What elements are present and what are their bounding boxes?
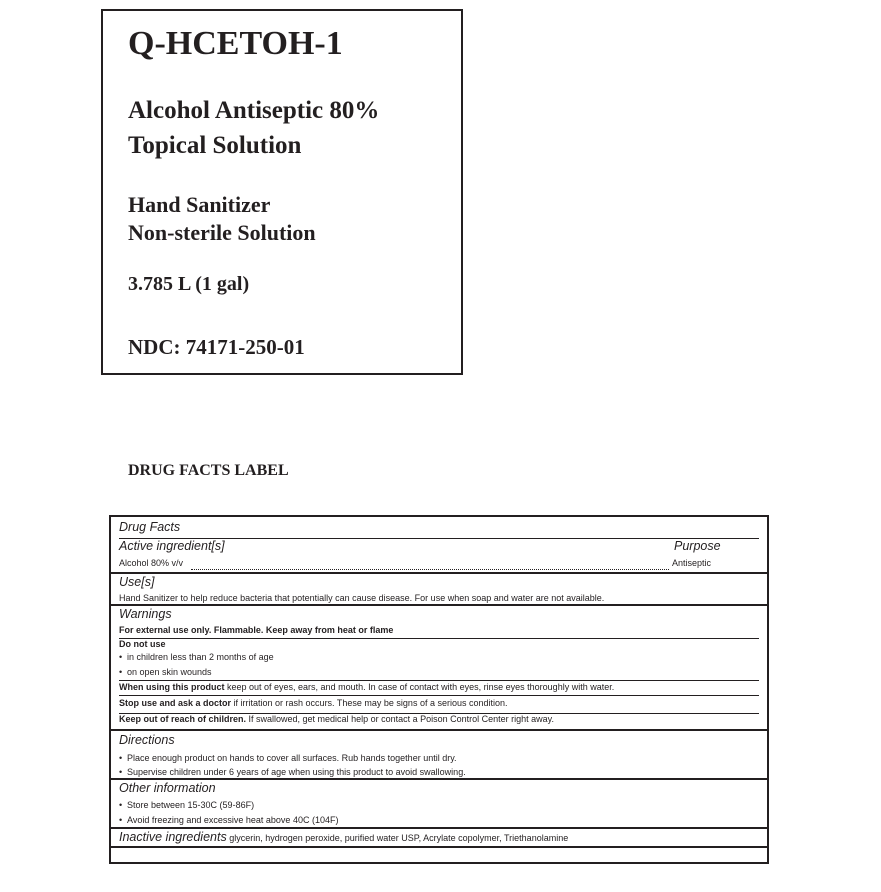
product-subtitle-line1: Hand Sanitizer [128, 192, 271, 217]
inactive-ingredients-text: glycerin, hydrogen peroxide, purified water USP, Acrylate copolymer, Triethanolamine [226, 833, 569, 843]
uses-heading: Use[s] [119, 575, 155, 589]
list-item [119, 653, 274, 662]
list-item [119, 754, 457, 763]
drug-facts-box [109, 515, 769, 864]
product-volume: 3.785 L (1 gal) [128, 273, 250, 295]
active-ingredient-heading: Active ingredient[s] [119, 539, 225, 553]
section-divider [111, 604, 767, 606]
keep-out-text: If swallowed, get medical help or contact a Poison Control Center right away. [246, 714, 555, 724]
list-item-text: in children less than 2 months of age [127, 652, 274, 662]
section-divider [111, 846, 767, 848]
list-item-text: Place enough product on hands to cover all surfaces. Rub hands together until dry. [127, 753, 457, 763]
other-info-heading: Other information [119, 781, 216, 795]
ndc-number: NDC: 74171-250-01 [128, 335, 305, 359]
bullet-icon: • [119, 652, 123, 662]
when-using-warning [119, 683, 614, 692]
bullet-icon: • [119, 767, 123, 777]
external-use-warning: For external use only. Flammable. Keep away from heat or flame [119, 625, 394, 635]
purpose-heading: Purpose [674, 539, 721, 553]
product-subtitle-line2: Non-sterile Solution [128, 220, 316, 245]
list-item [119, 801, 254, 810]
divider [119, 680, 759, 681]
drug-facts-label-heading: DRUG FACTS LABEL [128, 462, 289, 479]
list-item-text: Store between 15-30C (59-86F) [127, 800, 255, 810]
uses-text: Hand Sanitizer to help reduce bacteria that potentially can cause disease. For use when soap and water are not available. [119, 593, 605, 603]
bullet-icon: • [119, 667, 123, 677]
list-item-text: on open skin wounds [127, 667, 212, 677]
section-divider [111, 572, 767, 574]
dot-leader [191, 563, 669, 570]
section-divider [111, 729, 767, 731]
directions-heading: Directions [119, 733, 175, 747]
when-using-label: When using this product [119, 682, 225, 692]
bullet-icon: • [119, 815, 123, 825]
section-divider [111, 827, 767, 829]
product-code: Q-HCETOH-1 [128, 25, 343, 62]
keep-out-label: Keep out of reach of children. [119, 714, 247, 724]
when-using-text: keep out of eyes, ears, and mouth. In case of contact with eyes, rinse eyes thoroughly with water. [224, 682, 615, 692]
warnings-heading: Warnings [119, 607, 172, 621]
list-item [119, 668, 212, 677]
list-item [119, 816, 338, 825]
stop-use-warning [119, 699, 508, 708]
keep-out-warning [119, 715, 554, 724]
active-ingredient-value: Alcohol 80% v/v [119, 558, 184, 568]
principal-display-panel [101, 9, 463, 375]
product-title-line1: Alcohol Antiseptic 80% [128, 97, 380, 124]
inactive-ingredients [119, 831, 568, 844]
divider [119, 638, 759, 639]
purpose-value: Antiseptic [672, 558, 712, 568]
divider [119, 695, 759, 696]
list-item-text: Supervise children under 6 years of age when using this product to avoid swallowing. [127, 767, 466, 777]
product-title-line2: Topical Solution [128, 132, 302, 159]
stop-use-label: Stop use and ask a doctor [119, 698, 232, 708]
section-divider [111, 778, 767, 780]
bullet-icon: • [119, 753, 123, 763]
stop-use-text: if irritation or rash occurs. These may be signs of a serious condition. [231, 698, 508, 708]
inactive-ingredients-heading: Inactive ingredients [119, 830, 227, 844]
do-not-use-heading: Do not use [119, 639, 166, 649]
bullet-icon: • [119, 800, 123, 810]
drug-facts-title: Drug Facts [119, 520, 181, 534]
list-item [119, 768, 466, 777]
list-item-text: Avoid freezing and excessive heat above 40C (104F) [127, 815, 339, 825]
